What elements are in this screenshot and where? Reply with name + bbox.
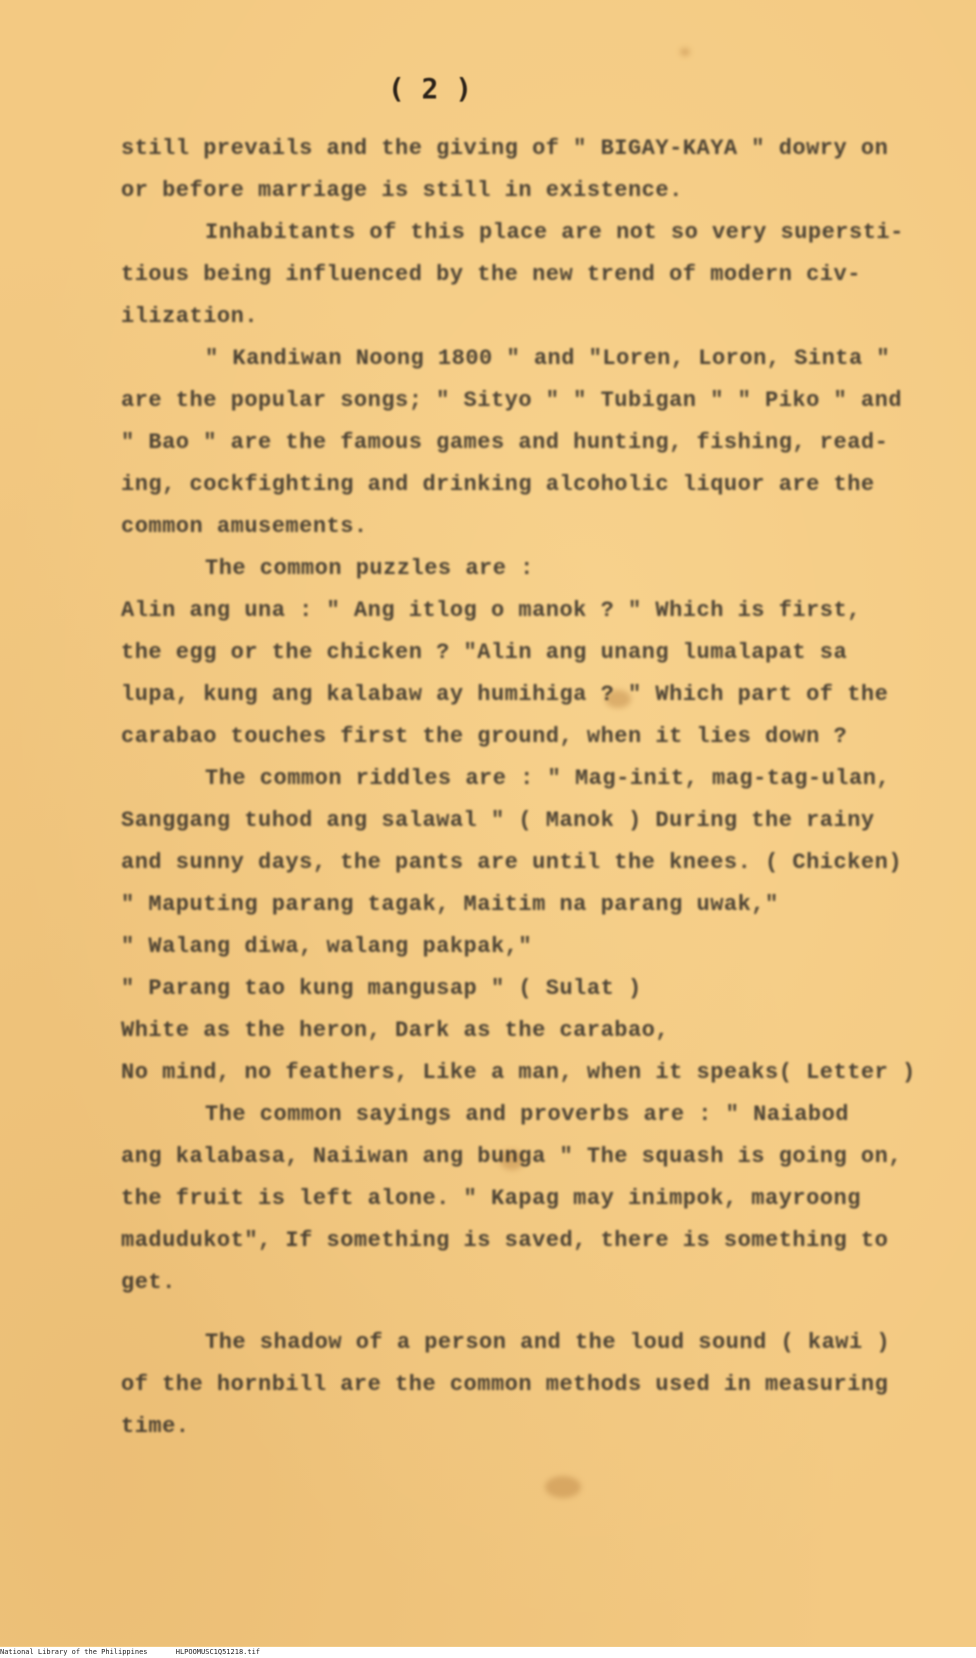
text-line: ang kalabasa, Naiiwan ang bunga " The squash is going on,	[121, 1144, 903, 1169]
text-line: Alin ang una : " Ang itlog o manok ? " Which is first,	[121, 598, 861, 623]
text-line: " Bao " are the famous games and hunting, fishing, read-	[121, 430, 889, 455]
text-line: common amusements.	[121, 514, 368, 539]
text-line: ing, cockfighting and drinking alcoholic liquor are the	[121, 472, 875, 497]
text-line: No mind, no feathers, Like a man, when it speaks( Letter )	[121, 1060, 916, 1085]
text-line: and sunny days, the pants are until the knees. ( Chicken)	[121, 850, 903, 875]
text-line: carabao touches first the ground, when it lies down ?	[121, 724, 848, 749]
text-line: the egg or the chicken ? "Alin ang unang lumalapat sa	[121, 640, 848, 665]
text-line: " Walang diwa, walang pakpak,"	[121, 934, 533, 959]
footer-institution: National Library of the Philippines	[0, 1648, 148, 1656]
paper-stain	[545, 1476, 581, 1498]
page-number: ( 2 )	[387, 72, 473, 105]
text-line: The common puzzles are :	[205, 556, 534, 581]
text-line: " Maputing parang tagak, Maitim na parang uwak,"	[121, 892, 779, 917]
paper-stain	[680, 48, 690, 56]
text-line: " Kandiwan Noong 1800 " and "Loren, Loron, Sinta "	[205, 346, 891, 371]
text-line: get.	[121, 1270, 176, 1295]
text-line: lupa, kung ang kalabaw ay humihiga ? " Which part of the	[121, 682, 889, 707]
text-line: madudukot", If something is saved, there is something to	[121, 1228, 889, 1253]
scan-footer	[0, 1647, 976, 1658]
text-line: the fruit is left alone. " Kapag may inimpok, mayroong	[121, 1186, 861, 1211]
text-line: Inhabitants of this place are not so very supersti-	[205, 220, 904, 245]
text-line: ilization.	[121, 304, 259, 329]
text-line: The shadow of a person and the loud sound ( kawi )	[205, 1330, 891, 1355]
text-line: The common riddles are : " Mag-init, mag-tag-ulan,	[205, 766, 891, 791]
text-line: The common sayings and proverbs are : " Naiabod	[205, 1102, 850, 1127]
text-line: still prevails and the giving of " BIGAY-KAYA " dowry on	[121, 136, 889, 161]
text-line: time.	[121, 1414, 190, 1439]
text-line: " Parang tao kung mangusap " ( Sulat )	[121, 976, 642, 1001]
text-line: of the hornbill are the common methods used in measuring	[121, 1372, 889, 1397]
text-line: or before marriage is still in existence.	[121, 178, 683, 203]
text-line: Sanggang tuhod ang salawal " ( Manok ) During the rainy	[121, 808, 875, 833]
text-line: are the popular songs; " Sityo " " Tubigan " " Piko " and	[121, 388, 903, 413]
text-line: tious being influenced by the new trend of modern civ-	[121, 262, 861, 287]
footer-file-id: HLPOOMUSC1Q51218.tif	[175, 1648, 261, 1656]
text-line: White as the heron, Dark as the carabao,	[121, 1018, 670, 1043]
